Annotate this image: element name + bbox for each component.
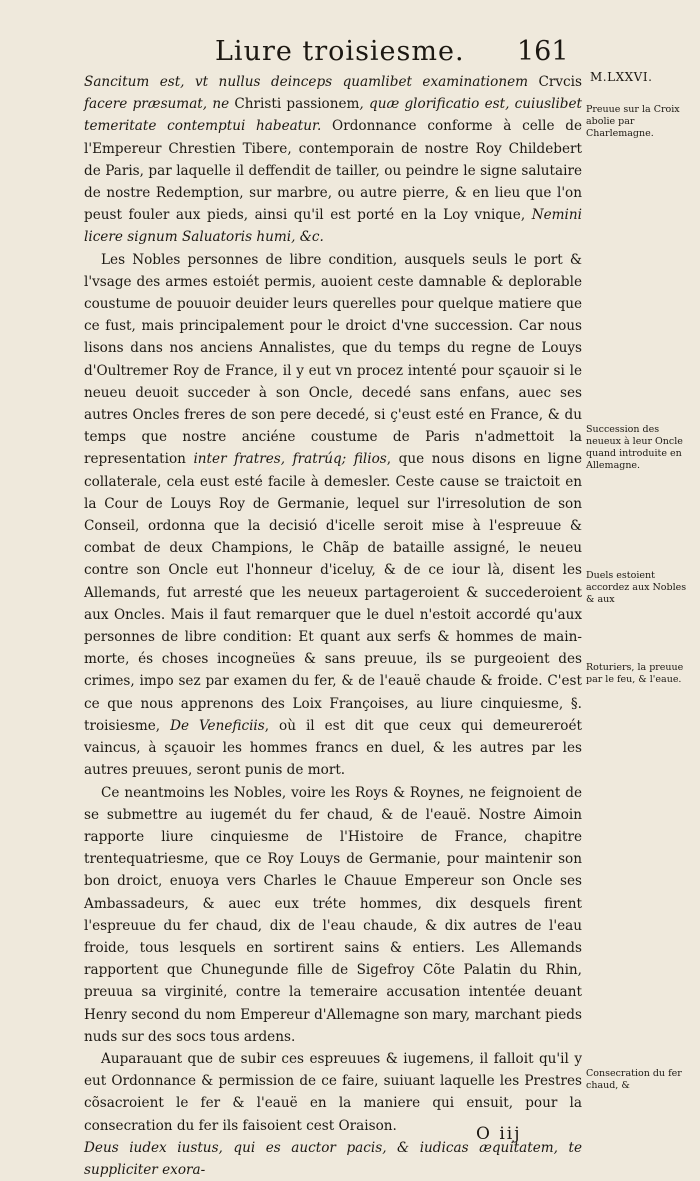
latin-de-veneficiis: De Veneficiis — [170, 717, 265, 734]
latin-quote-end: , quæ glorificatio est, cuiuslibet temeritate contemptui habeatur. — [84, 96, 583, 135]
margin-note-consecration: Consecration du fer chaud, & — [586, 1068, 682, 1091]
nobles-text: Les Nobles personnes de libre condition, ausquels seuls le port & l'vsage des armes estoiét permis, auoient ceste damnable & deplorable coustume de pouuoir deuider leurs querelles pour quelque matiere que ce fust, mais principalement pour le droict d'vne succession. Car nous lisons dans nos anciens Annalistes, que du temps du regne de Louys d'Oultremer Roy de France, il y eut vn procez intenté pour sçauoir si le neueu deuoit succeder à son Oncle, decedé sans enfans, auec ses autres Oncles freres de son pere decedé, si ç'eust esté en France, & du temps que nostre anciéne coustume de Paris n'admettoit la representation — [84, 251, 582, 468]
page-number: 161 — [517, 36, 569, 67]
running-title: Liure troisiesme. — [215, 36, 465, 67]
paragraph-3: Ce neantmoins les Nobles, voire les Roys & Roynes, ne feignoient de se submettre au iugemét du fer chaud, & de l'eauë. Nostre Aimoin rapporte liure cinquiesme de l'Histoire de France, chapitre trentequatriesme, que ce Roy Louys de Germanie, pour maintenir son bon droict, enuoya vers Charles le Chauue Empereur son Oncle ses Ambassadeurs, & auec eux tréte hommes, dix desquels firent l'espreuue du fer chaud, dix de l'eau chaude, & dix autres de l'eau froide, tous lesquels en sortirent sains & entiers. Les Allemands rapportent que Chunegunde fille de Sigefroy Cõte Palatin du Rhin, preuua sa virginité, contre la temeraire accusation intentée deuant Henry second du nom Empereur d'Allemagne son mary, marchant pieds nuds sur des socs tous ardens. — [84, 784, 582, 1045]
punishment-text: , où il est dit que ceux qui demeureroét vaincus, à sçauoir les hommes francs en duel, & les autres par les autres preuues, seront punis de mort. — [84, 717, 582, 779]
ordonnance-text: Ordonnance conforme à celle de l'Empereur Chrestien Tibere, contemporain de nostre Roy Childebert de Paris, par laquelle il deffendit de tailler, ou peindre le signe salutaire de nostre Redemption, sur marbre, ou autre pierre, & en lieu que l'on peust fouler aux pieds, ainsi qu'il est porté en la Loy vnique, — [84, 118, 582, 224]
latin-nemini: Nemini licere signum Saluatoris humi, &c. — [84, 207, 582, 246]
main-text — [84, 71, 582, 1181]
latin-quote-cont: facere præsumat, ne — [84, 96, 235, 113]
latin-inter-fratres: inter fratres, fratrúq; filios — [193, 451, 387, 468]
paragraph-5: Deus iudex iustus, qui es auctor pacis, & iudicas æquitatem, te suppliciter exora- — [84, 1139, 582, 1178]
page-header — [0, 36, 700, 70]
margin-numeral: M.LXXVI. — [590, 70, 653, 84]
signature-mark: O iij — [476, 1124, 522, 1144]
margin-note-duels: Duels estoient accordez aux Nobles & aux — [586, 570, 687, 605]
succession-text: , que nous disons en ligne collaterale, cela eust esté facile à demesler. Ceste cause se traictoit en la Cour de Louys Roy de Germanie, lequel sur l'irresolution de son Conseil, ordonna que la decisió d'icelle seroit mise à l'espreuue & combat de deux Champions, le Chãp de bataille assigné, le neueu contre son Oncle eut l'honneur d'iceluy, & de ce iour là, disent les Allemands, fut arresté que les neueux partageroient & succederoient aux Oncles. Mais il faut remarquer que le duel n'estoit accordé qu'aux personnes de libre condition: Et quant aux serfs & hommes de main-morte, és choses incogneües & sans preuue, ils se purgeoient des crimes, impo sez par examen du fer, & de l'eauë chaude & froide. C'est ce que nous apprenons des Loix Françoises, au liure cinquiesme, §. troisiesme, — [84, 451, 583, 734]
latin-quote: Sancitum est, vt nullus deinceps quamlibet examinationem — [84, 74, 529, 90]
paragraph-4: Auparauant que de subir ces espreuues & iugemens, il falloit qu'il y eut Ordonnance & permission de ce faire, suiuant laquelle les Prestres cõsacroient le fer & l'eauë en la maniere qui ensuit, pour la consecration du fer ils faisoient cest Oraison. — [84, 1050, 582, 1134]
margin-note-succession: Succession des neueux à leur Oncle quand introduite en Allemagne. — [586, 424, 683, 471]
margin-note-roturiers: Roturiers, la preuue par le feu, & l'eaue. — [586, 662, 684, 685]
paragraph-1 — [84, 71, 582, 249]
paragraph-2 — [84, 249, 582, 782]
margin-note-croix: Preuue sur la Croix abolie par Charlemagne. — [586, 104, 680, 139]
crucis-word: Crvcis — [528, 74, 582, 90]
christi-passionem: Christi passionem — [234, 96, 360, 113]
